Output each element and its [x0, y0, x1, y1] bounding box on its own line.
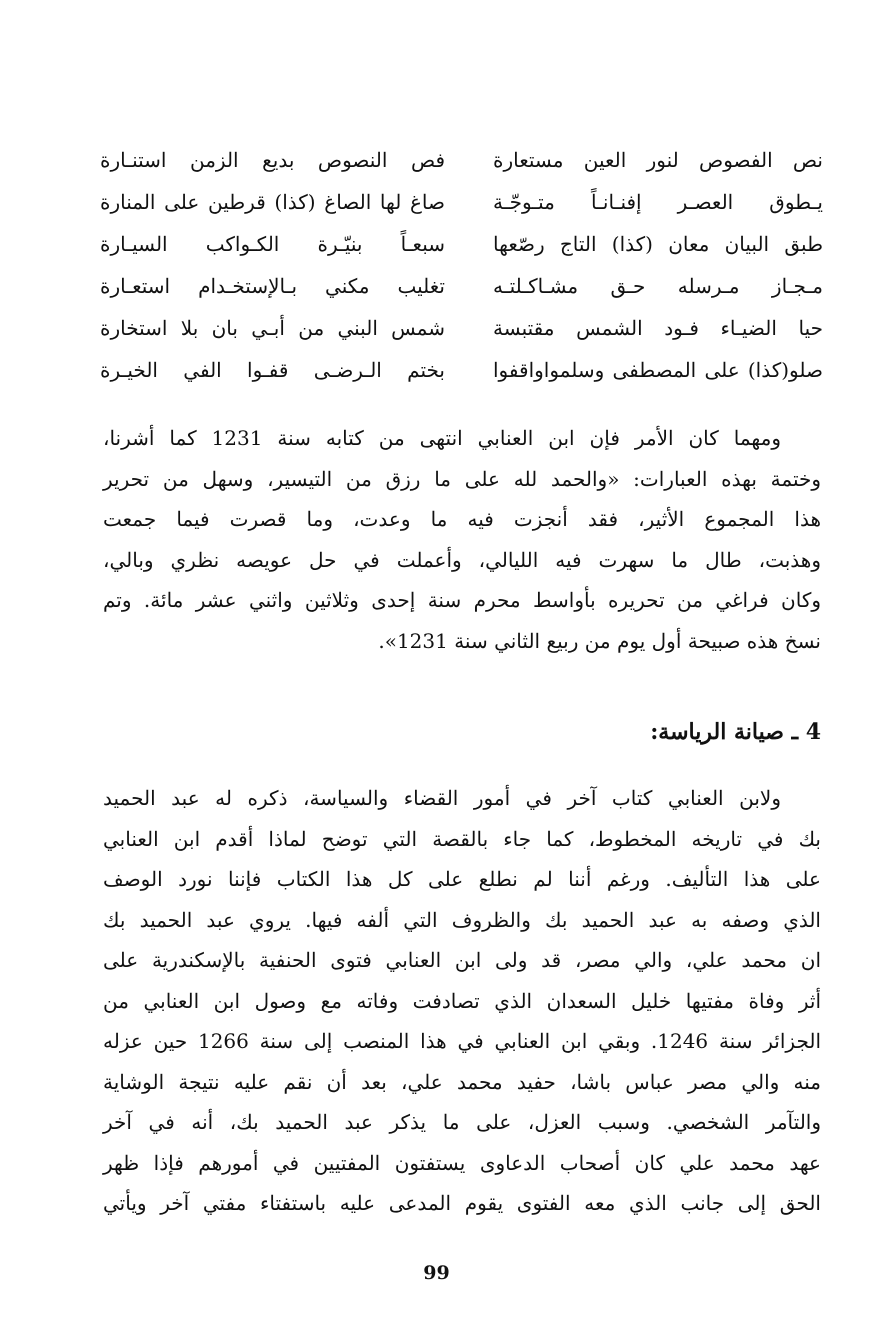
- poem-verse-left-5: شمس البني من أبـي بان بلا استخارة: [100, 316, 445, 340]
- paragraph-line: أثر وفاة مفتيها خليل السعدان الذي تصادفت وفاته مع وصول ابن العنابي من: [103, 988, 821, 1013]
- poem-verse-right-2: يـطوق العصـر إفنـانـاً متـوجّـة: [493, 190, 823, 214]
- paragraph-line: وهذبت، طال ما سهرت فيه الليالي، وأعملت في حل عويصه نظري وبالي،: [103, 547, 821, 572]
- page-number: 99: [423, 1262, 450, 1284]
- paragraph-line: منه والي مصر عباس باشا، حفيد محمد علي، بعد أن نقم عليه نتيجة الوشاية: [103, 1069, 821, 1094]
- poem-verse-right-1: نص الفصوص لنور العين مستعارة: [493, 148, 823, 172]
- paragraph-line: عهد محمد علي كان أصحاب الدعاوى يستفتون المفتيين في أمورهم فإذا ظهر: [103, 1150, 821, 1175]
- poem-block: [100, 140, 823, 390]
- paragraph-line: وختمة بهذه العبارات: «والحمد لله على ما رزق من التيسير، وسهل من تحرير: [103, 466, 821, 491]
- paragraph-line: وكان فراغي من تحريره بأواسط محرم سنة إحدى وثلاثين واثني عشر مائة. وتم: [103, 588, 821, 612]
- poem-verse-right-5: حيا الضيـاء فـود الشمس مقتبسة: [493, 316, 823, 340]
- paragraph-line: الحق إلى جانب الذي معه الفتوى يقوم المدعى عليه باستفتاء مفتي آخر ويأتي: [103, 1191, 821, 1215]
- paragraph-line: الذي وصفه به عبد الحميد بك والظروف التي ألفه فيها. يروي عبد الحميد بك: [103, 907, 821, 932]
- poem-verse-right-4: مـجـاز مـرسله حـق مشـاكـلتـه: [493, 274, 823, 298]
- paragraph-line: الجزائر سنة 1246. وبقي ابن العنابي في هذا المنصب إلى سنة 1266 حين عزله: [103, 1029, 821, 1053]
- paragraph-line: هذا المجموع الأثير، فقد أنجزت فيه ما وعدت، وما قصرت فيما جمعت: [103, 507, 821, 531]
- poem-verse-right-3: طبق البيان معان (كذا) التاج رصّعها: [493, 232, 823, 256]
- poem-verse-left-2: صاغ لها الصاغ (كذا) قرطين على المنارة: [100, 190, 445, 214]
- poem-verse-right-6: صلو(كذا) على المصطفى وسلمواواقفوا: [493, 358, 823, 382]
- poem-verse-left-4: تغليب مكني بـالإستخـدام استعـارة: [100, 274, 445, 298]
- paragraph-line: والتآمر الشخصي. وسبب العزل، على ما يذكر عبد الحميد بك، أنه في آخر: [103, 1110, 821, 1134]
- paragraph-line: ولابن العنابي كتاب آخر في أمور القضاء والسياسة، ذكره له عبد الحميد: [103, 786, 781, 810]
- paragraph-completion-date: [103, 418, 821, 661]
- poem-verse-left-1: فص النصوص بديع الزمن استنـارة: [100, 148, 445, 172]
- paragraph-siyanat-al-riyasa: [103, 778, 821, 1224]
- paragraph-line: على هذا التأليف. ورغم أننا لم نطلع على كل هذا الكتاب فإننا نورد الوصف: [103, 867, 821, 891]
- paragraph-line: ومهما كان الأمر فإن ابن العنابي انتهى من كتابه سنة 1231 كما أشرنا،: [103, 426, 781, 450]
- poem-verse-left-6: بختم الـرضـى قفـوا الفي الخيـرة: [100, 358, 445, 382]
- paragraph-line: بك في تاريخه المخطوط، كما جاء بالقصة التي توضح لماذا أقدم ابن العنابي: [103, 826, 821, 851]
- paragraph-line: نسخ هذه صبيحة أول يوم من ربيع الثاني سنة 1231».: [378, 628, 821, 653]
- poem-verse-left-3: سبعـاً بنيّـرة الكـواكب السيـارة: [100, 232, 445, 256]
- section-heading: 4 ـ صيانة الرياسة:: [650, 719, 821, 745]
- paragraph-line: ان محمد علي، والي مصر، قد ولى ابن العنابي فتوى الحنفية بالإسكندرية على: [103, 948, 821, 972]
